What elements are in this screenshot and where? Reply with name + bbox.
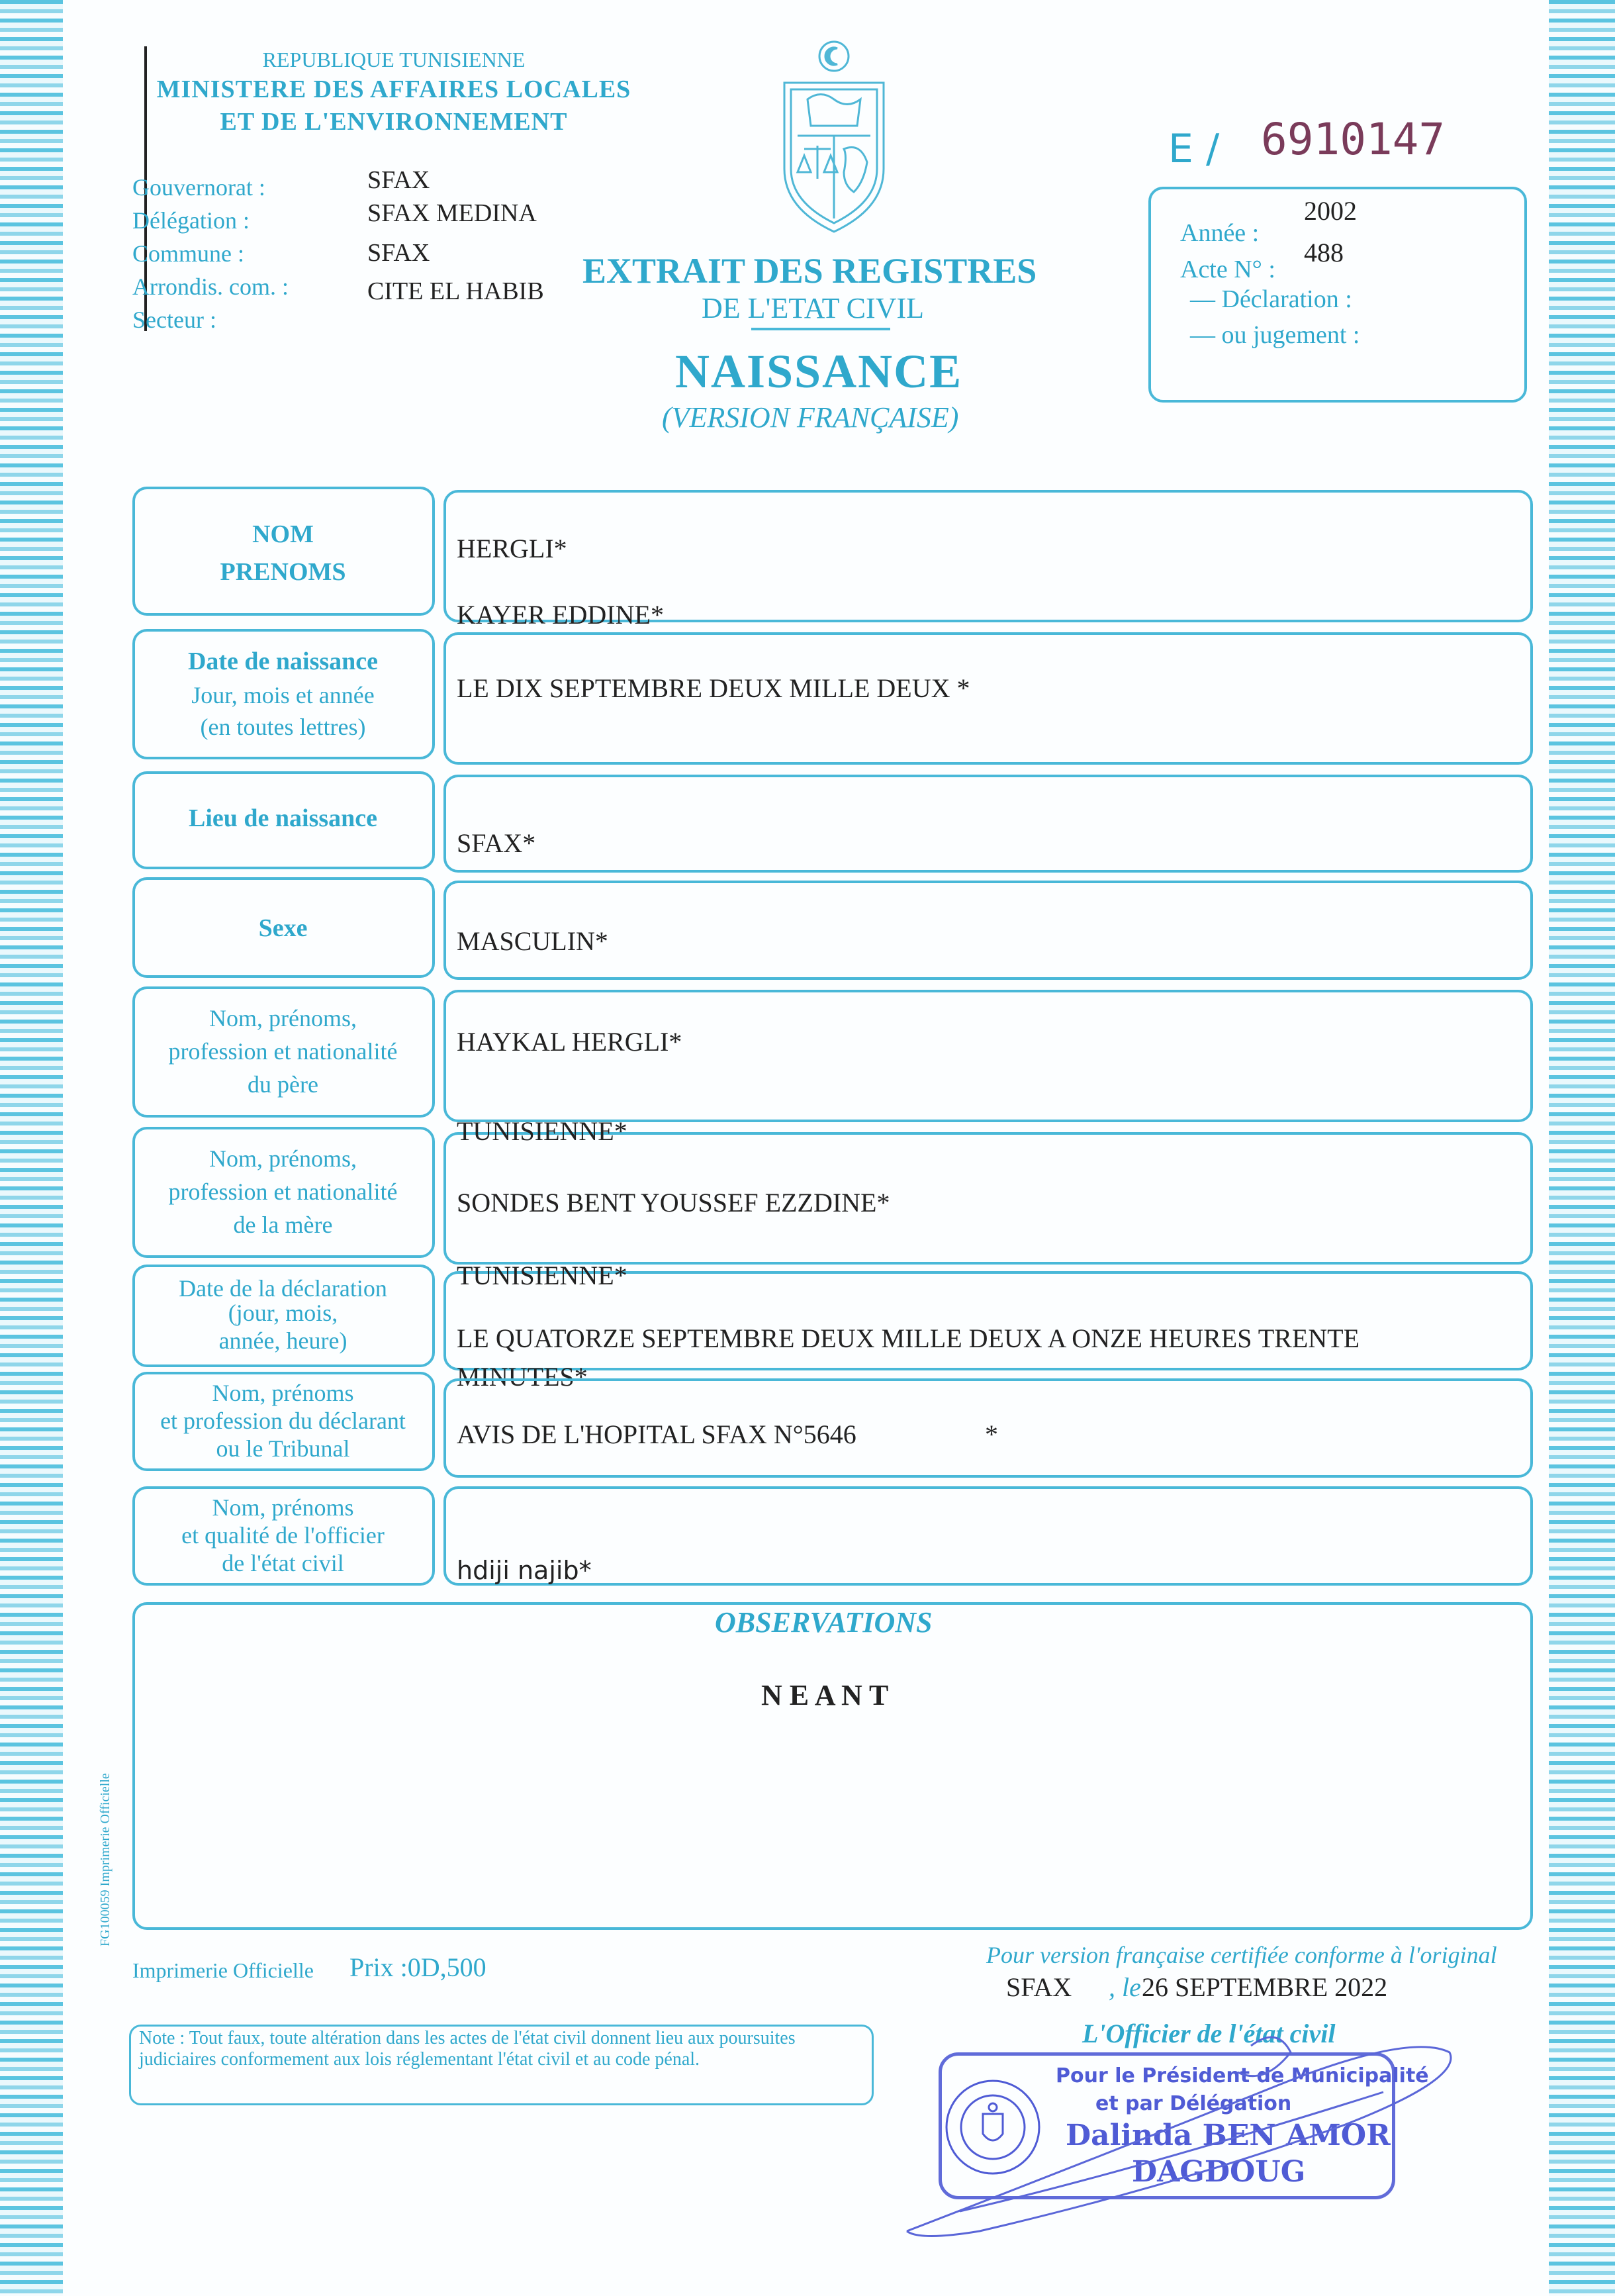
stamp-officer-surname: DAGDOUG [1132,2155,1306,2189]
declaration-date-sublabel2: année, heure) [218,1327,347,1354]
date-naissance-sublabel2: (en toutes lettres) [200,714,366,740]
document-title-line1: EXTRAIT DES REGISTRES [582,251,1037,291]
serial-number: 6910147 [1261,114,1446,165]
nom-label-box [132,487,435,616]
prenoms-value: KAYER EDDINE* [457,600,664,630]
officier-etat-civil-title: L'Officier de l'état civil [1082,2019,1336,2048]
mere-label-line2: profession et nationalité [168,1178,398,1205]
pere-label-line3: du père [248,1071,318,1098]
handwritten-signature [880,2013,1463,2251]
declaration-date-value-line2: MINUTES* [457,1362,588,1392]
mere-nationality-value: TUNISIENNE* [457,1261,627,1290]
secteur-label: Secteur : [132,307,216,333]
annee-value: 2002 [1304,196,1357,226]
declarant-value: AVIS DE L'HOPITAL SFAX N°5646 [457,1419,856,1449]
jugement-label: — ou jugement : [1190,321,1360,349]
title-underline [751,328,890,330]
stamp-line2: et par Délégation [1095,2092,1292,2115]
annee-label: Année : [1180,219,1260,247]
pere-label-line2: profession et nationalité [168,1038,398,1065]
legal-note-text: Note : Tout faux, toute altération dans les actes de l'état civil donnent lieu aux poursuites judiciaires conformement aux lois réglementant l'état civil et au code pénal. [139,2028,796,2070]
mere-label-line3: de la mère [233,1212,333,1238]
mere-value: SONDES BENT YOUSSEF EZZDINE* [457,1188,890,1218]
signature-place: SFAX [1006,1972,1072,2002]
pere-value: HAYKAL HERGLI* [457,1027,682,1057]
pere-nationality-value: TUNISIENNE* [457,1116,627,1146]
side-print-label: FG100059 Imprimerie Officielle [98,1773,113,1946]
date-naissance-sublabel1: Jour, mois et année [191,682,375,708]
officier-value: hdiji najib* [457,1556,592,1585]
guilloche-border-left [0,0,63,2296]
declaration-date-sublabel1: (jour, mois, [228,1300,338,1326]
republic-label: REPUBLIQUE TUNISIENNE [262,48,526,72]
officier-label-line1: Nom, prénoms [212,1494,354,1521]
arrondissement-value: CITE EL HABIB [367,277,544,305]
mere-label-line1: Nom, prénoms, [209,1145,357,1172]
guilloche-border-right [1549,0,1615,2296]
acte-number-value: 488 [1304,238,1344,267]
certified-conforme-label: Pour version française certifiée conforme à l'original [986,1942,1497,1968]
prenoms-label: PRENOMS [220,558,346,586]
sexe-label: Sexe [258,914,308,942]
stamp-officer-name: Dalinda BEN AMOR [1066,2119,1391,2152]
version-francaise-label: (VERSION FRANÇAISE) [662,401,959,434]
date-naissance-value: LE DIX SEPTEMBRE DEUX MILLE DEUX * [457,673,970,703]
declaration-date-value: LE QUATORZE SEPTEMBRE DEUX MILLE DEUX A ONZE HEURES TRENTE [457,1323,1360,1353]
naissance-title: NAISSANCE [675,345,963,398]
imprimerie-label: Imprimerie Officielle [132,1958,314,1982]
gouvernorat-value: SFAX [367,166,430,194]
le-label: , le [1109,1972,1141,2002]
observations-value: N E A N T [761,1679,889,1711]
delegation-label: Délégation : [132,207,250,234]
arrondissement-label: Arrondis. com. : [132,273,289,300]
observations-box [132,1602,1533,1930]
nom-label: NOM [252,520,314,548]
lieu-label: Lieu de naissance [188,804,378,832]
serial-prefix: E / [1168,126,1220,172]
sexe-value: MASCULIN* [457,926,608,956]
prix-label: Prix :0D,500 [349,1952,486,1982]
declaration-date-label: Date de la déclaration [179,1275,387,1302]
pere-label-line1: Nom, prénoms, [209,1005,357,1031]
lieu-value: SFAX* [457,828,536,858]
signature-date: 26 SEPTEMBRE 2022 [1142,1972,1388,2002]
ministry-line2: ET DE L'ENVIRONNEMENT [220,108,568,136]
gouvernorat-label: Gouvernorat : [132,174,265,201]
declaration-label: — Déclaration : [1190,285,1352,313]
ministry-line1: MINISTERE DES AFFAIRES LOCALES [156,75,631,103]
stamp-line1: Pour le Président de Municipalité [1056,2064,1429,2087]
commune-label: Commune : [132,240,244,267]
document-title-line2: DE L'ETAT CIVIL [702,292,924,324]
commune-value: SFAX [367,239,430,267]
declarant-label-line1: Nom, prénoms [212,1380,354,1406]
coat-of-arms-emblem [771,36,897,235]
officier-label-line3: de l'état civil [222,1550,344,1576]
lieu-value-box [443,775,1533,873]
delegation-value: SFAX MEDINA [367,199,537,227]
observations-title: OBSERVATIONS [715,1606,933,1639]
date-naissance-label: Date de naissance [187,647,379,675]
officier-value-box [443,1486,1533,1586]
nom-value: HERGLI* [457,534,567,563]
declarant-star: * [985,1419,998,1449]
declarant-label-line3: ou le Tribunal [216,1435,350,1462]
declarant-label-line2: et profession du déclarant [160,1408,406,1434]
officier-label-line2: et qualité de l'officier [181,1522,385,1549]
acte-number-label: Acte N° : [1180,256,1275,283]
